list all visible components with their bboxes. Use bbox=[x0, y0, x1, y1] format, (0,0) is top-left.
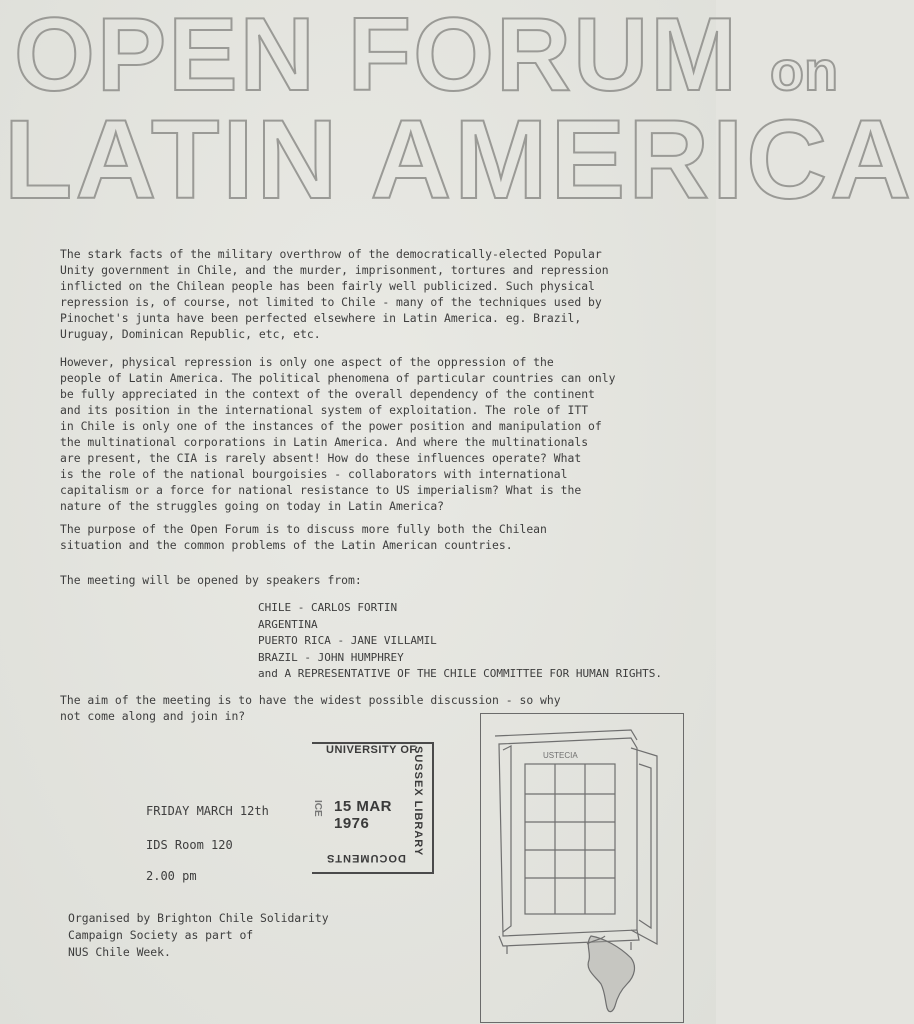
paragraph-oppression: However, physical repression is only one aspect of the oppression of the people of Latin America. The political phenomena of particular countries can only be fully appreciated in the context of the overall dependency of the continent and its position in the international system of exploitation. The role of ITT in Chile is only one of the instances of the power position and manipulation of the multinational corporations in Latin America. And where the multinationals are present, the CIA is rarely absent! How do these influences operate? What is the role of the national bourgoisies - collaborators with international capitalism or a force for national resistance to US imperialism? What is the nature of the struggles going on today in Latin America? bbox=[60, 355, 616, 513]
speaker-item: and A REPRESENTATIVE OF THE CHILE COMMITTEE FOR HUMAN RIGHTS. bbox=[258, 667, 662, 680]
organiser-note: Organised by Brighton Chile Solidarity Campaign Society as part of NUS Chile Week. bbox=[68, 911, 329, 959]
speaker-item: CHILE - CARLOS FORTIN bbox=[258, 601, 398, 614]
safe-illustration bbox=[480, 713, 684, 1023]
stamp-date: 15 MAR 1976 bbox=[334, 798, 393, 832]
open-safe-with-map-icon bbox=[481, 714, 683, 1022]
title-line-2: LATIN AMERICA bbox=[4, 97, 914, 222]
event-date: FRIDAY MARCH 12th bbox=[146, 804, 269, 818]
event-time: 2.00 pm bbox=[146, 869, 197, 883]
safe-label: USTECIA bbox=[543, 751, 578, 760]
speaker-item: PUERTO RICA - JANE VILLAMIL bbox=[258, 634, 437, 647]
event-room: IDS Room 120 bbox=[146, 838, 233, 852]
library-stamp bbox=[312, 742, 434, 874]
paragraph-aim: The aim of the meeting is to have the widest possible discussion - so why not come along and join in? bbox=[60, 693, 561, 723]
title-on: on bbox=[769, 39, 839, 102]
stamp-bottom-text: DOCUMENTS bbox=[326, 852, 406, 864]
stamp-top-text: UNIVERSITY OF bbox=[326, 744, 417, 756]
stamp-right-text: SUSSEX LIBRARY bbox=[412, 746, 424, 857]
stamp-left-text: ICE bbox=[312, 800, 323, 817]
paragraph-purpose: The purpose of the Open Forum is to discuss more fully both the Chilean situation and the common problems of the Latin American countries. bbox=[60, 522, 547, 552]
speaker-item: BRAZIL - JOHN HUMPHREY bbox=[258, 650, 404, 664]
title-open-forum: OPEN FORUM bbox=[14, 0, 739, 113]
paragraph-intro: The stark facts of the military overthrow of the democratically-elected Popular Unity government in Chile, and the murder, imprisonment, tortures and repression inflicted on the Chilean people has been fairly well publicized. Such physical repression is, of course, not limited to Chile - many of the techniques used by Pinochet's junta have been perfected elsewhere in Latin America. eg. Brazil, Uruguay, Dominican Republic, etc, etc. bbox=[60, 247, 609, 341]
speaker-item: ARGENTINA bbox=[258, 617, 318, 631]
speaker-list bbox=[258, 600, 714, 683]
paragraph-speakers-intro: The meeting will be opened by speakers from: bbox=[60, 573, 362, 587]
